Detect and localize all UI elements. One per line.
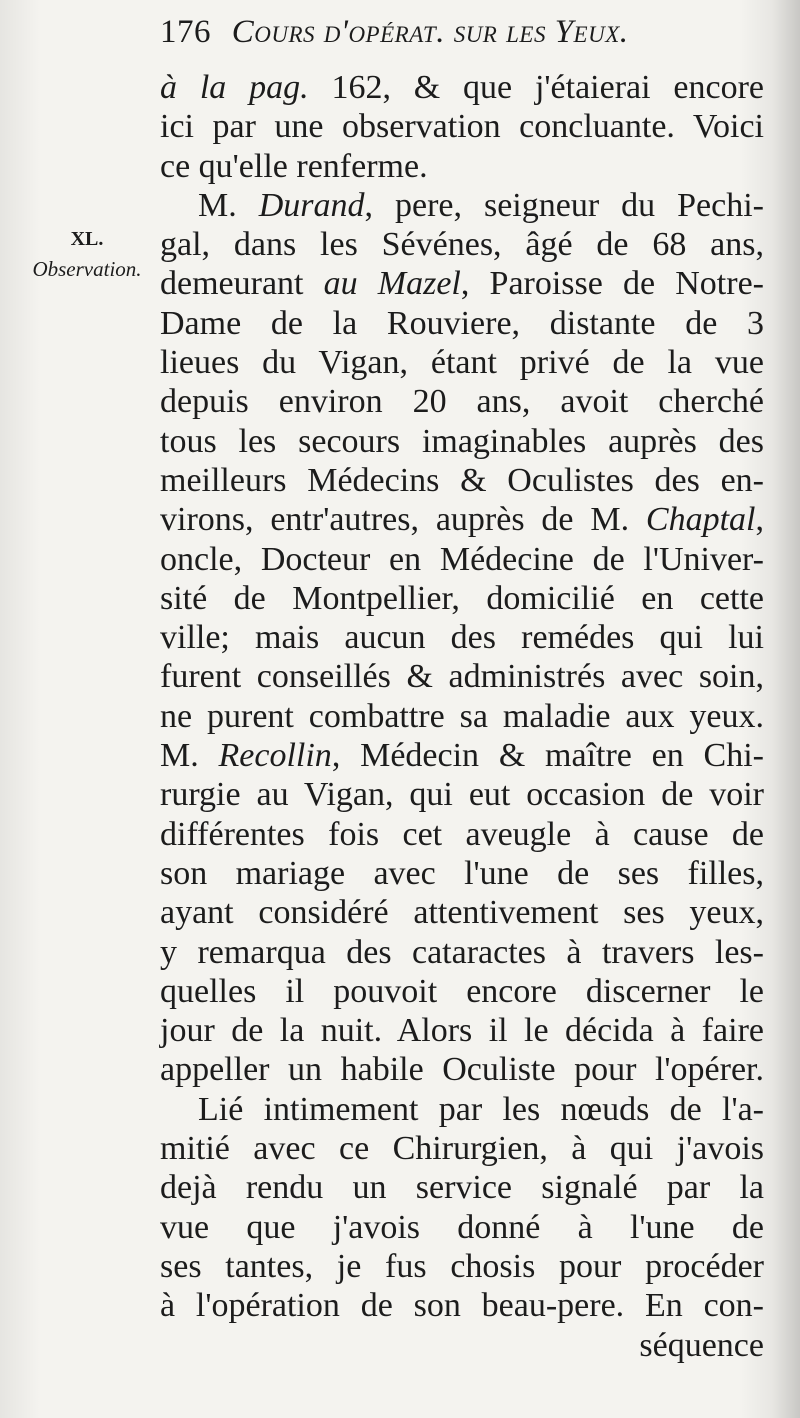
text-line-roman: sité de Montpellier, domicilié en cette [160, 579, 764, 617]
text-line-roman: Lié intimement par les nœuds de l'a- [198, 1090, 764, 1128]
text-line [160, 107, 764, 146]
text-line [160, 1208, 764, 1247]
page-header [160, 14, 770, 62]
text-line-roman: , Paroisse de Notre- [460, 265, 764, 303]
text-line-roman: son mariage avec l'une de ses filles, [160, 854, 764, 892]
text-line [160, 657, 764, 696]
text-line-roman: M. [198, 186, 259, 224]
text-line-roman: ici par une observation concluante. Voici [160, 108, 764, 146]
text-line [160, 1050, 764, 1089]
text-line [160, 1011, 764, 1050]
text-line [160, 1090, 764, 1129]
text-line [160, 933, 764, 972]
text-line-roman: gal, dans les Sévénes, âgé de 68 ans, [160, 226, 764, 264]
page-number: 176 [160, 14, 211, 50]
text-line [160, 500, 764, 539]
text-line-roman: quelles il pouvoit encore discerner le [160, 972, 764, 1010]
text-line-roman: vue que j'avois donné à l'une de [160, 1208, 764, 1246]
body-text [160, 68, 764, 1365]
catchword: séquence [639, 1326, 764, 1364]
text-line-roman: , [755, 501, 764, 539]
text-line-roman: différentes fois cet aveugle à cause de [160, 815, 764, 853]
text-line-roman: y remarqua des cataractes à travers les- [160, 933, 764, 971]
text-line-roman: jour de la nuit. Alors il le décida à faire [160, 1012, 764, 1050]
text-line-roman: furent conseillés & administrés avec soin, [160, 658, 764, 696]
text-line-roman: appeller un habile Oculiste pour l'opérer. [160, 1051, 764, 1089]
text-line [160, 579, 764, 618]
text-line [160, 775, 764, 814]
text-line [160, 893, 764, 932]
text-line [160, 736, 764, 775]
text-line-roman: ce qu'elle renferme. [160, 147, 428, 185]
text-line-roman: rurgie au Vigan, qui eut occasion de voir [160, 776, 764, 814]
text-line-italic: Recollin [218, 737, 332, 775]
text-line-italic: au Mazel [323, 265, 461, 303]
text-line [160, 186, 764, 225]
text-line-roman: mitié avec ce Chirurgien, à qui j'avois [160, 1130, 764, 1168]
text-line-roman: tous les secours imaginables auprès des [160, 422, 764, 460]
text-line [160, 1286, 764, 1325]
text-line [160, 1168, 764, 1207]
text-line-roman: Dame de la Rouviere, distante de 3 [160, 304, 764, 342]
text-line [160, 697, 764, 736]
text-line-roman: ville; mais aucun des remédes qui lui [160, 619, 764, 657]
text-line [160, 540, 764, 579]
text-line [160, 972, 764, 1011]
text-line [160, 343, 764, 382]
text-line-roman: M. [160, 737, 219, 775]
text-line [160, 225, 764, 264]
text-line-roman: lieues du Vigan, étant privé de la vue [160, 344, 764, 382]
text-line-roman: demeurant [160, 265, 324, 303]
running-title: Cours d'opérat. sur les Yeux. [231, 14, 629, 50]
margin-observation-label: Observation. [32, 257, 142, 281]
text-line-roman: virons, entr'autres, auprès de M. [160, 501, 646, 539]
text-line [160, 422, 764, 461]
text-line [160, 304, 764, 343]
text-line-roman: ses tantes, je fus chosis pour procéder [160, 1247, 764, 1285]
margin-observation-number: XL. [70, 228, 104, 250]
text-line [160, 815, 764, 854]
text-line-roman: ayant considéré attentivement ses yeux, [160, 894, 764, 932]
text-line-roman: depuis environ 20 ans, avoit cherché [160, 383, 764, 421]
text-line-italic: Chaptal [645, 501, 756, 539]
text-line-roman: dejà rendu un service signalé par la [160, 1169, 764, 1207]
text-line-roman: 162, & que j'étaierai encore [308, 69, 764, 106]
text-line-roman: à l'opération de son beau-pere. En con- [160, 1287, 764, 1325]
text-line-roman: oncle, Docteur en Médecine de l'Univer- [160, 540, 764, 578]
text-line [160, 1129, 764, 1168]
text-line [160, 147, 764, 186]
text-line-roman: , pere, seigneur du Pechi- [364, 186, 764, 224]
text-line [160, 854, 764, 893]
text-line [160, 461, 764, 500]
text-line-roman: ne purent combattre sa maladie aux yeux. [160, 697, 764, 735]
text-line [160, 1247, 764, 1286]
text-line [160, 382, 764, 421]
text-line [160, 264, 764, 303]
text-line-italic: Durand [258, 186, 365, 224]
text-line [160, 618, 764, 657]
text-line [160, 68, 764, 107]
text-line-roman: , Médecin & maître en Chi- [331, 737, 764, 775]
text-line-italic: à la pag. [160, 69, 309, 106]
text-line-roman: meilleurs Médecins & Oculistes des en- [160, 461, 764, 499]
